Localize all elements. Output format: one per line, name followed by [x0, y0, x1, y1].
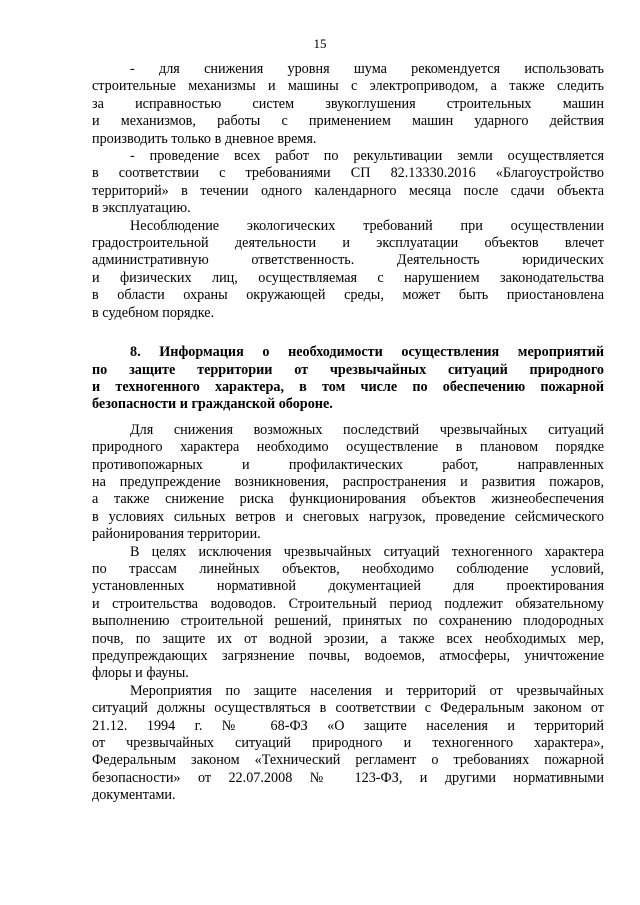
text-line: документами.	[92, 787, 176, 804]
text-line: противопожарных и профилактических работ, направленных	[92, 456, 604, 473]
page-content	[92, 61, 604, 805]
text-line: Несоблюдение экологических требований при осуществлении	[130, 217, 604, 234]
text-line: по трассам линейных объектов, необходимо соблюдение условий,	[92, 560, 604, 577]
text-line: и механизмов, работы с применением машин ударного действия	[92, 113, 604, 130]
text-line: строительные механизмы и машины с электроприводом, а также следить	[92, 78, 604, 95]
spacer	[92, 322, 604, 344]
text-line: 21.12. 1994 г. № 68-ФЗ «О защите населения и территорий	[92, 717, 604, 734]
text-line: Мероприятия по защите населения и территорий от чрезвычайных	[130, 682, 604, 699]
text-line: на предупреждение возникновения, распространения и развития пожаров,	[92, 473, 604, 490]
text-line: районирования территории.	[92, 526, 261, 543]
paragraph-ecology-liability	[92, 218, 604, 322]
text-line: безопасности» от 22.07.2008 № 123-ФЗ, и другими нормативными	[92, 769, 604, 786]
text-line: Федеральным законом «Технический регламент о требованиях пожарной	[92, 752, 604, 769]
page-number: 15	[313, 36, 327, 51]
text-line: в соответствии с требованиями СП 82.13330.2016 «Благоустройство	[92, 165, 604, 182]
heading-line: безопасности и гражданской обороне.	[92, 396, 333, 413]
text-line: в эксплуатацию.	[92, 200, 191, 217]
text-line: территорий» в течении одного календарного месяца после сдачи объекта	[92, 182, 604, 199]
text-line: выполнению строительной решений, принятых по сохранению плодородных	[92, 613, 604, 630]
paragraph-protection-measures	[92, 683, 604, 805]
text-line: производить только в дневное время.	[92, 130, 317, 147]
text-line: предупреждающих загрязнение почвы, водоемов, атмосферы, уничтожение	[92, 648, 604, 664]
paragraph-noise	[92, 61, 604, 148]
section-heading	[92, 344, 604, 414]
text-line: а также снижение риска функционирования объектов жизнеобеспечения	[92, 491, 604, 508]
text-line: градостроительной деятельности и эксплуатации объектов влечет	[92, 235, 604, 252]
text-line: административную ответственность. Деятельность юридических	[92, 252, 604, 269]
text-line: и строительства водоводов. Строительный период подлежит обязательному	[92, 595, 604, 612]
text-line: от чрезвычайных ситуаций природного и техногенного характера»,	[92, 735, 604, 752]
heading-line: по защите территории от чрезвычайных ситуаций природного	[92, 361, 604, 378]
text-line: флоры и фауны.	[92, 665, 189, 682]
text-line: установленных нормативной документацией для проектирования	[92, 578, 604, 595]
text-line: - проведение всех работ по рекультивации земли осуществляется	[130, 148, 604, 165]
paragraph-recultivation	[92, 148, 604, 218]
text-line: за исправностью систем звукоглушения строительных машин	[92, 95, 604, 112]
heading-line: 8. Информация о необходимости осуществления мероприятий	[130, 344, 604, 361]
text-line: и физических лиц, осуществляемая с нарушением законодательства	[92, 269, 604, 286]
paragraph-technogenic-emergencies	[92, 544, 604, 683]
text-line: природного характера необходимо осуществление в плановом порядке	[92, 439, 604, 456]
text-line: почв, по защите их от водной эрозии, а также всех необходимых мер,	[92, 630, 604, 647]
text-line: в условиях сильных ветров и снеговых нагрузок, проведение сейсмического	[92, 508, 604, 525]
spacer	[92, 414, 604, 422]
paragraph-natural-emergencies	[92, 422, 604, 544]
text-line: в области охраны окружающей среды, может быть приостановлена	[92, 287, 604, 304]
text-line: В целях исключения чрезвычайных ситуаций техногенного характера	[130, 543, 604, 560]
text-line: Для снижения возможных последствий чрезвычайных ситуаций	[130, 421, 604, 438]
text-line: - для снижения уровня шума рекомендуется использовать	[130, 61, 604, 77]
heading-line: и техногенного характера, в том числе по обеспечению пожарной	[92, 378, 604, 395]
text-line: в судебном порядке.	[92, 304, 215, 321]
text-line: ситуаций должны осуществляться в соответствии с Федеральным законом от	[92, 700, 604, 717]
